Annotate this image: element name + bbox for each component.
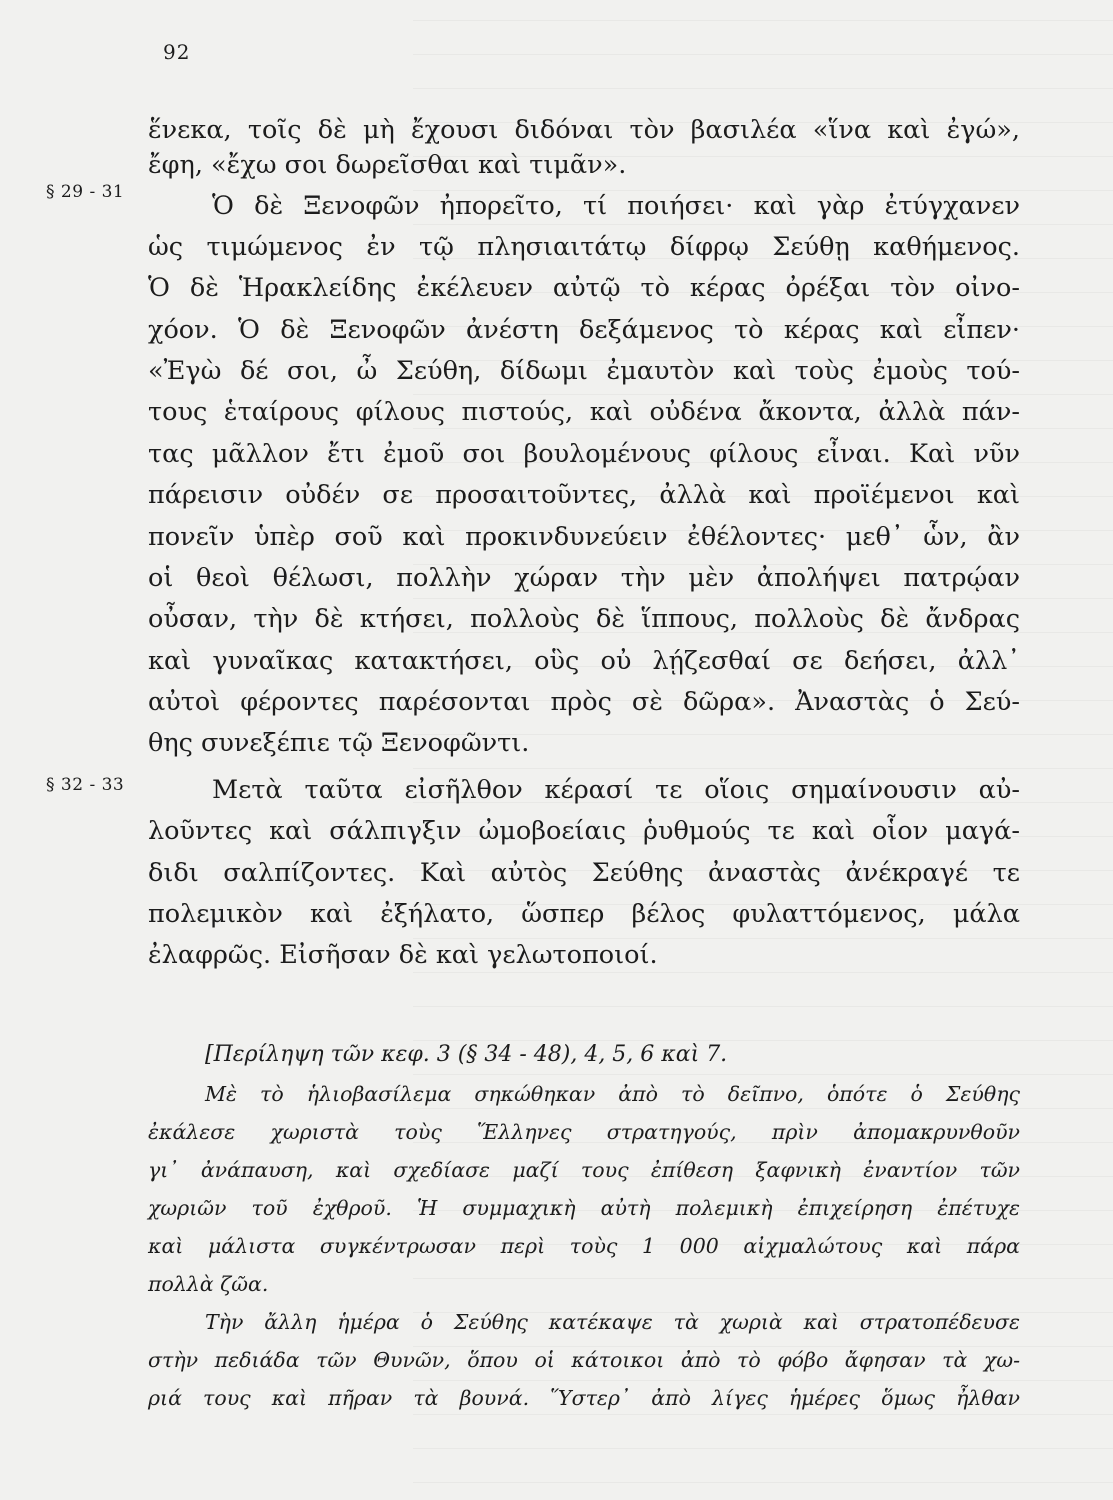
page-number: 92 — [163, 40, 191, 64]
greek-text-line: Μετὰ ταῦτα εἰσῆλθον κέρασί τε οἵοις σημαίνουσιν αὐ- — [212, 775, 1020, 805]
greek-text-line: τας μᾶλλον ἔτι ἐμοῦ σοι βουλομένους φίλους εἶναι. Καὶ νῦν — [148, 439, 1020, 469]
greek-text-line: διδι σαλπίζοντες. Καὶ αὐτὸς Σεύθης ἀναστὰς ἀνέκραγέ τε — [148, 858, 1020, 888]
summary-line: ἐκάλεσε χωριστὰ τοὺς Ἕλληνες στρατηγούς, πρὶν ἀπομακρυνθοῦν — [148, 1120, 1020, 1144]
greek-text-line: καὶ γυναῖκας κατακτήσει, οὓς οὐ λῄζεσθαί σε δεήσει, ἀλλ᾽ — [148, 646, 1020, 676]
greek-text-line: ὡς τιμώμενος ἐν τῷ πλησιαιτάτῳ δίφρῳ Σεύθῃ καθήμενος. — [148, 232, 1020, 262]
summary-line: πολλὰ ζῶα. — [148, 1272, 269, 1296]
greek-text-line: οὖσαν, τὴν δὲ κτήσει, πολλοὺς δὲ ἵππους, πολλοὺς δὲ ἄνδρας — [148, 604, 1020, 634]
summary-line: γι᾽ ἀνάπαυση, καὶ σχεδίασε μαζί τους ἐπίθεση ξαφνικὴ ἐναντίον τῶν — [148, 1158, 1020, 1182]
greek-text-line: αὐτοὶ φέροντες παρέσονται πρὸς σὲ δῶρα». Ἀναστὰς ὁ Σεύ- — [148, 687, 1020, 717]
greek-text-line: οἱ θεοὶ θέλωσι, πολλὴν χώραν τὴν μὲν ἀπολήψει πατρῴαν — [148, 563, 1020, 593]
greek-text-line: θης συνεξέπιε τῷ Ξενοφῶντι. — [148, 728, 530, 758]
summary-heading: [Περίληψη τῶν κεφ. 3 (§ 34 - 48), 4, 5, 6 καὶ 7. — [205, 1042, 728, 1067]
summary-line: στὴν πεδιάδα τῶν Θυνῶν, ὅπου οἱ κάτοικοι ἀπὸ τὸ φόβο ἄφησαν τὰ χω- — [148, 1348, 1020, 1372]
greek-text-line: πάρεισιν οὐδέν σε προσαιτοῦντες, ἀλλὰ καὶ προϊέμενοι καὶ — [148, 480, 1020, 510]
greek-text-line: ἕνεκα, τοῖς δὲ μὴ ἔχουσι διδόναι τὸν βασιλέα «ἵνα καὶ ἐγώ», — [148, 115, 1020, 145]
greek-text-line: Ὁ δὲ Ξενοφῶν ἠπορεῖτο, τί ποιήσει· καὶ γὰρ ἐτύγχανεν — [212, 191, 1020, 221]
summary-line: καὶ μάλιστα συγκέντρωσαν περὶ τοὺς 1 000 αἰχμαλώτους καὶ πάρα — [148, 1234, 1020, 1258]
greek-text-line: Ὁ δὲ Ἡρακλείδης ἐκέλευεν αὐτῷ τὸ κέρας ὀρέξαι τὸν οἰνο- — [148, 273, 1020, 303]
margin-section-ref-29-31: § 29 - 31 — [46, 182, 125, 202]
margin-section-ref-32-33: § 32 - 33 — [46, 775, 125, 795]
greek-text-line: πονεῖν ὑπὲρ σοῦ καὶ προκινδυνεύειν ἐθέλοντες· μεθ᾽ ὧν, ἂν — [148, 522, 1020, 552]
summary-line: ριά τους καὶ πῆραν τὰ βουνά. Ὕστερ᾽ ἀπὸ λίγες ἡμέρες ὅμως ἦλθαν — [148, 1386, 1020, 1410]
greek-text-line: πολεμικὸν καὶ ἐξήλατο, ὥσπερ βέλος φυλαττόμενος, μάλα — [148, 899, 1020, 929]
greek-text-line: «Ἐγὼ δέ σοι, ὦ Σεύθη, δίδωμι ἐμαυτὸν καὶ τοὺς ἐμοὺς τού- — [148, 356, 1020, 386]
summary-line: Τὴν ἄλλη ἡμέρα ὁ Σεύθης κατέκαψε τὰ χωριὰ καὶ στρατοπέδευσε — [205, 1310, 1020, 1334]
greek-text-line: χόον. Ὁ δὲ Ξενοφῶν ἀνέστη δεξάμενος τὸ κέρας καὶ εἶπεν· — [148, 315, 1020, 345]
summary-line: χωριῶν τοῦ ἐχθροῦ. Ἡ συμμαχικὴ αὐτὴ πολεμικὴ ἐπιχείρηση ἐπέτυχε — [148, 1196, 1020, 1220]
greek-text-line: ἐλαφρῶς. Εἰσῆσαν δὲ καὶ γελωτοποιοί. — [148, 940, 658, 970]
summary-line: Μὲ τὸ ἡλιοβασίλεμα σηκώθηκαν ἀπὸ τὸ δεῖπνο, ὁπότε ὁ Σεύθης — [205, 1082, 1020, 1106]
greek-text-line: λοῦντες καὶ σάλπιγξιν ὠμοβοείαις ῥυθμούς τε καὶ οἷον μαγά- — [148, 816, 1020, 846]
greek-text-line: τους ἑταίρους φίλους πιστούς, καὶ οὐδένα ἄκοντα, ἀλλὰ πάν- — [148, 397, 1020, 427]
greek-text-line: ἔφη, «ἔχω σοι δωρεῖσθαι καὶ τιμᾶν». — [148, 150, 627, 180]
